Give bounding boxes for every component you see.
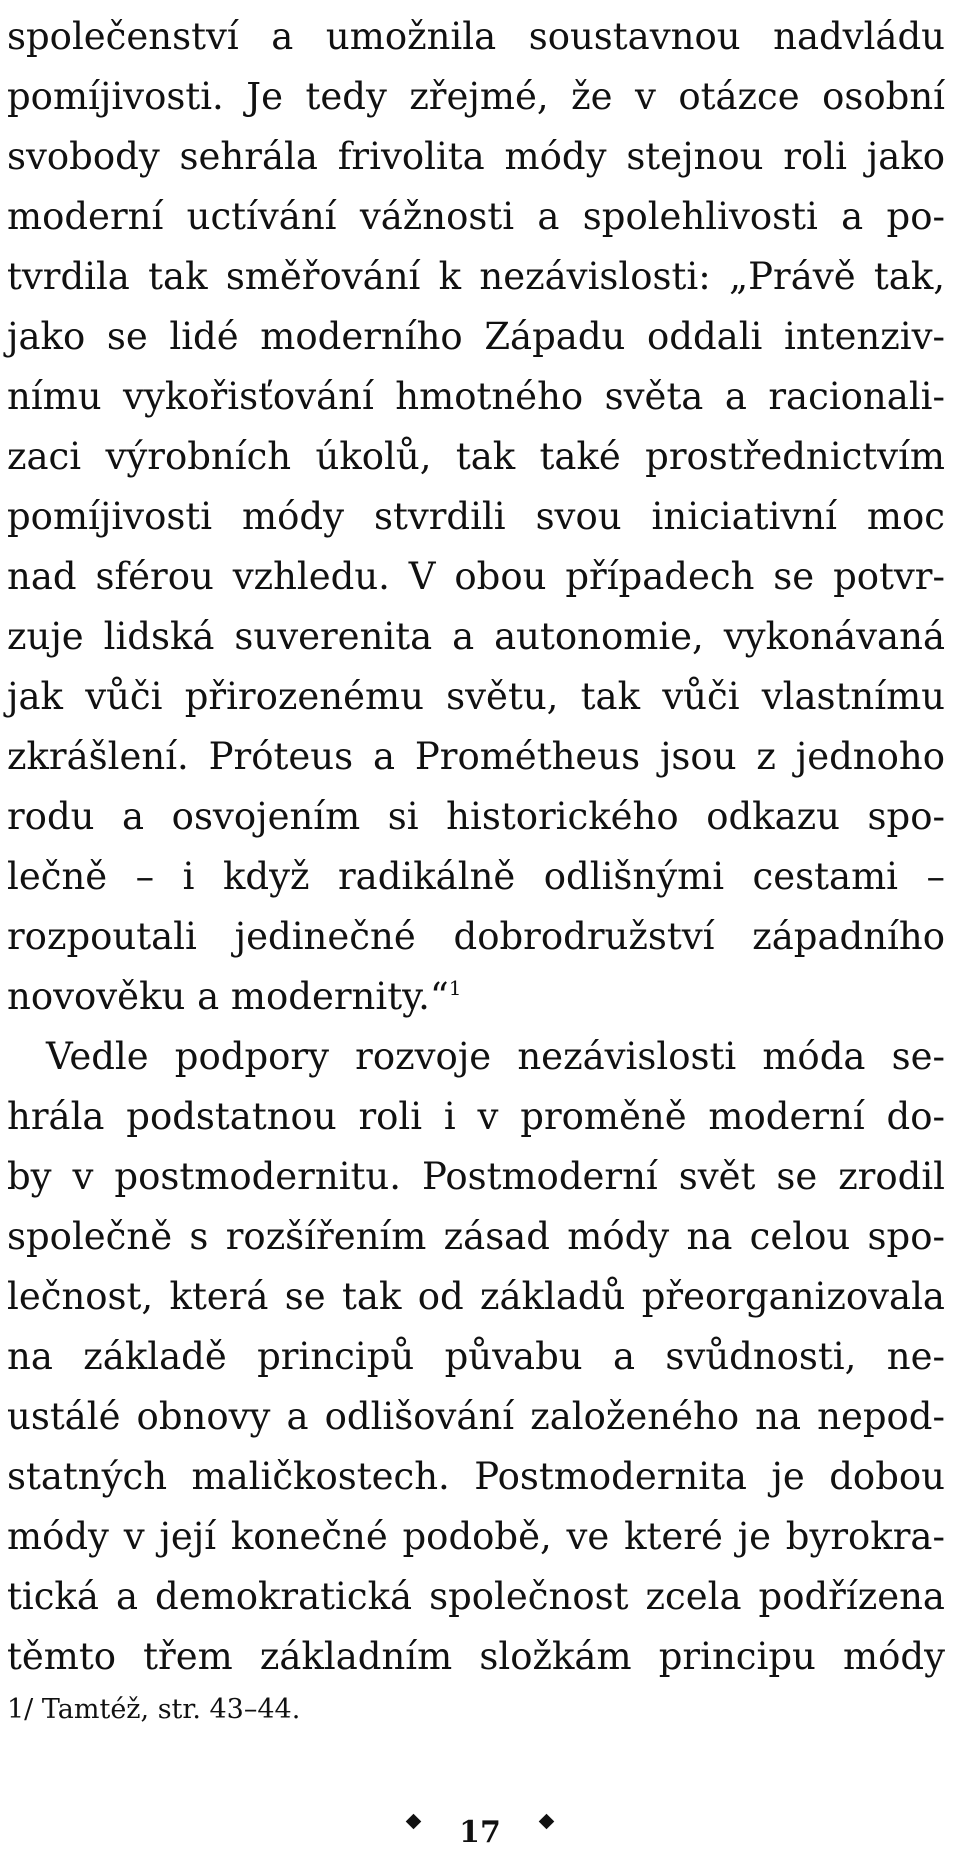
body-text-line: pomíjivosti. Je tedy zřejmé, že v otázce osobní (7, 75, 945, 118)
body-text-line: nímu vykořisťování hmotného světa a racionali- (7, 375, 945, 418)
body-text-line: těmto třem základním složkám principu módy (7, 1635, 945, 1678)
body-text-line: novověku a modernity.“ (7, 975, 449, 1018)
body-text-line: rodu a osvojením si historického odkazu spo- (7, 795, 945, 838)
body-text-line: ustálé obnovy a odlišování založeného na nepod- (7, 1395, 945, 1438)
page-number: 17 (459, 1815, 501, 1850)
footnote-reference: 1 (448, 976, 462, 1000)
body-text-line: pomíjivosti módy stvrdili svou iniciativní moc (7, 495, 945, 538)
paragraph-first-line: Vedle podpory rozvoje nezávislosti móda se- (46, 1035, 945, 1078)
body-text-line: zuje lidská suverenita a autonomie, vykonávaná (7, 615, 945, 658)
body-text-line: lečnost, která se tak od základů přeorganizovala (7, 1275, 945, 1318)
body-text-line: hrála podstatnou roli i v proměně moderní do- (7, 1095, 945, 1138)
body-text-line: jak vůči přirozenému světu, tak vůči vlastnímu (7, 675, 945, 718)
body-text-line: společenství a umožnila soustavnou nadvládu (7, 15, 945, 58)
body-text-line: svobody sehrála frivolita módy stejnou roli jako (7, 135, 945, 178)
body-text-line: na základě principů půvabu a svůdnosti, ne- (7, 1335, 945, 1378)
body-text-line: jako se lidé moderního Západu oddali intenziv- (7, 315, 945, 358)
body-text-line: lečně – i když radikálně odlišnými cestami – (7, 855, 945, 898)
diamond-ornament-icon (406, 1813, 422, 1829)
footnote: 1/ Tamtéž, str. 43–44. (7, 1694, 301, 1725)
diamond-ornament-icon (539, 1813, 555, 1829)
body-text-line: rozpoutali jedinečné dobrodružství západního (7, 915, 945, 958)
body-text-line: by v postmodernitu. Postmoderní svět se zrodil (7, 1155, 945, 1198)
body-text-line: módy v její konečné podobě, ve které je byrokra- (7, 1515, 945, 1558)
body-text-line: moderní uctívání vážnosti a spolehlivosti a po- (7, 195, 945, 238)
body-text-line: tická a demokratická společnost zcela podřízena (7, 1575, 945, 1618)
body-text-line: statných maličkostech. Postmodernita je dobou (7, 1455, 945, 1498)
body-text-line: zaci výrobních úkolů, tak také prostřednictvím (7, 435, 945, 478)
body-text-line: zkrášlení. Próteus a Prométheus jsou z jednoho (7, 735, 945, 778)
body-text-line: společně s rozšířením zásad módy na celou spo- (7, 1215, 945, 1258)
body-text-line: tvrdila tak směřování k nezávislosti: „Právě tak, (7, 255, 945, 298)
body-text-line-with-footnote (7, 967, 945, 1027)
page-folio (0, 1805, 960, 1855)
body-text-line: nad sférou vzhledu. V obou případech se potvr- (7, 555, 945, 598)
